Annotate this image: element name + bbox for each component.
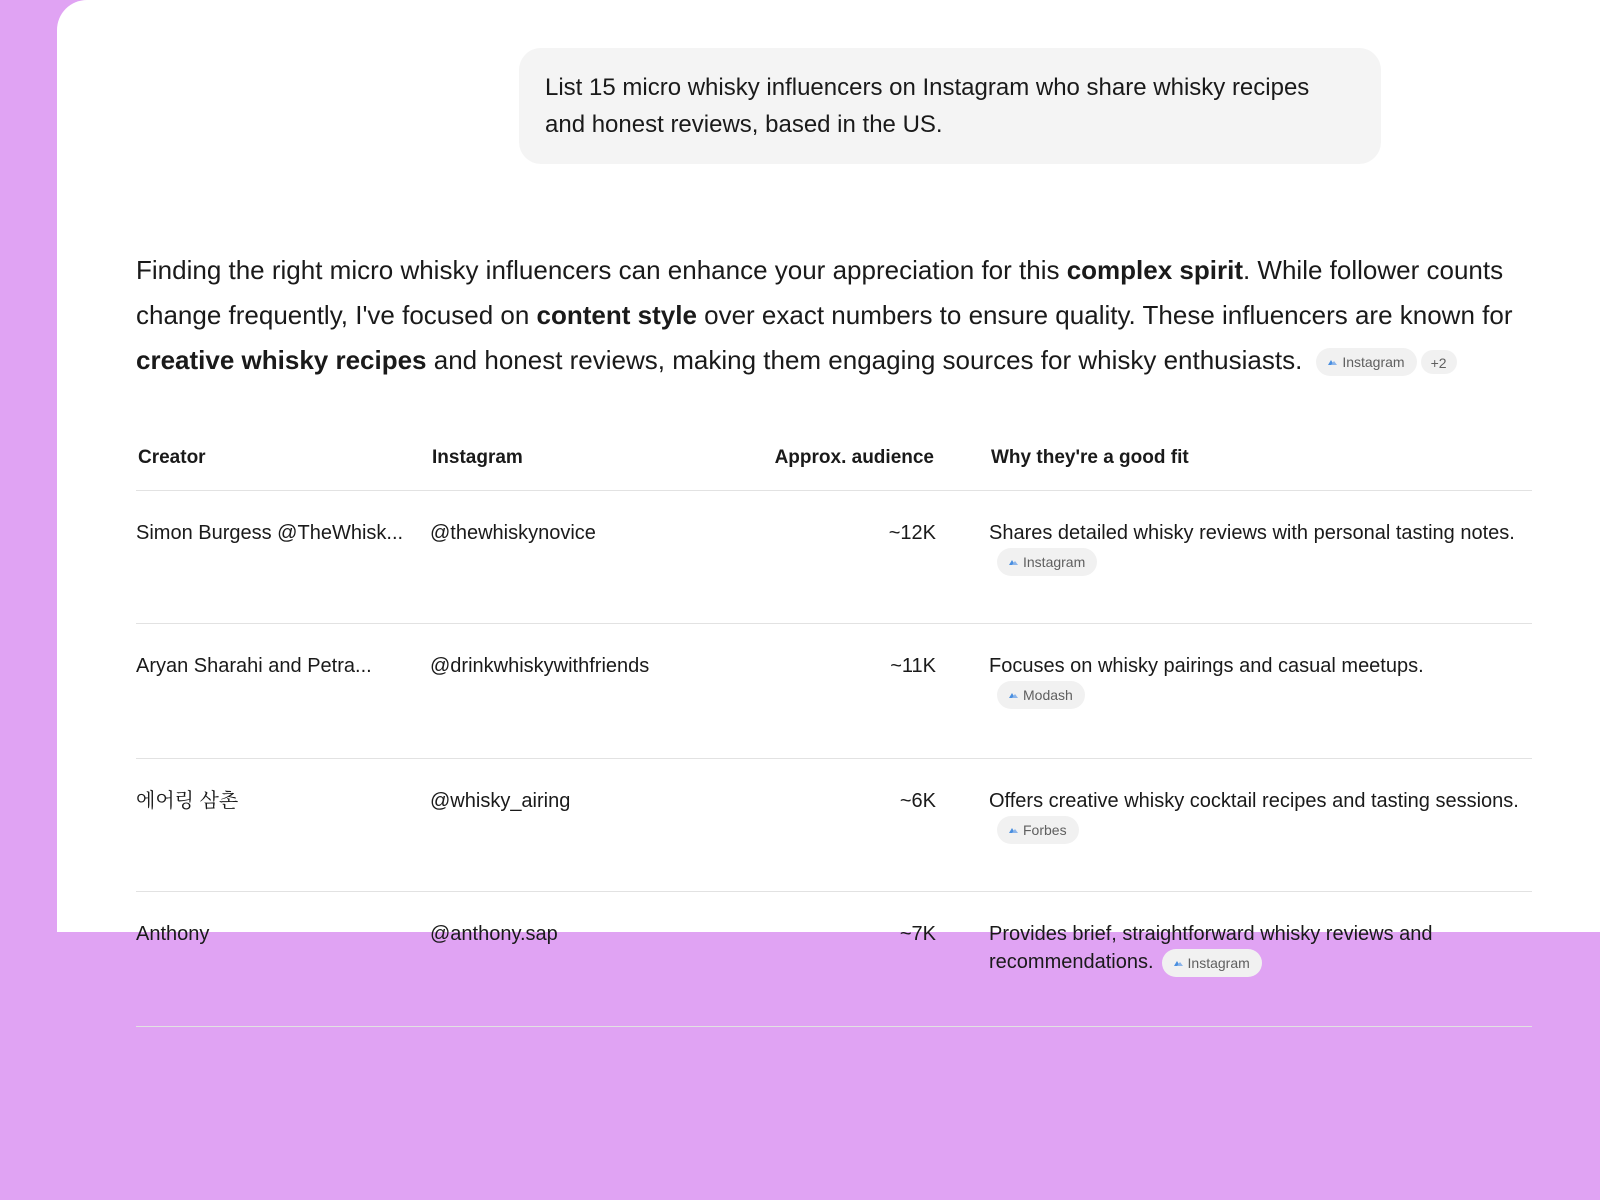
source-chip-label: Forbes bbox=[1023, 821, 1067, 838]
answer-bold-2: content style bbox=[536, 300, 697, 330]
source-chip[interactable] bbox=[1316, 348, 1416, 376]
cell-instagram: @whisky_airing bbox=[430, 759, 732, 892]
cell-fit bbox=[936, 624, 1532, 759]
source-logo-icon bbox=[1328, 359, 1336, 365]
chat-panel bbox=[57, 0, 1600, 973]
cell-audience: ~6K bbox=[732, 759, 936, 892]
cell-fit bbox=[936, 892, 1532, 1027]
source-chip[interactable] bbox=[1162, 949, 1262, 977]
cell-instagram: @thewhiskynovice bbox=[430, 491, 732, 624]
fit-text: Focuses on whisky pairings and casual meetups. bbox=[989, 655, 1424, 677]
source-chip-label: Instagram bbox=[1023, 553, 1086, 570]
cell-creator bbox=[136, 624, 430, 759]
table-row bbox=[136, 624, 1532, 759]
answer-bold-1: complex spirit bbox=[1066, 255, 1243, 285]
source-chip-label: Instagram bbox=[1187, 954, 1250, 971]
answer-text-3: over exact numbers to ensure quality. These influencers are known for bbox=[696, 300, 1513, 330]
influencer-table bbox=[136, 434, 1532, 1027]
creator-name: Simon Burgess @TheWhisk... bbox=[136, 522, 404, 544]
fit-text: Provides brief, straightforward whisky reviews and recommendations. bbox=[989, 923, 1433, 973]
fit-text: Shares detailed whisky reviews with personal tasting notes. bbox=[989, 522, 1515, 544]
source-chip[interactable] bbox=[997, 816, 1079, 844]
table-header-row bbox=[136, 434, 1532, 491]
cell-fit bbox=[936, 491, 1532, 624]
answer-text-4: and honest reviews, making them engaging sources for whisky enthusiasts. bbox=[426, 345, 1303, 375]
source-logo-icon bbox=[1009, 692, 1017, 698]
header-instagram: Instagram bbox=[430, 434, 732, 491]
source-chip-label: Modash bbox=[1023, 686, 1073, 703]
header-fit: Why they're a good fit bbox=[936, 434, 1532, 491]
creator-name: 에어링 삼촌 bbox=[136, 790, 239, 812]
cell-creator bbox=[136, 892, 430, 1027]
user-message-bubble bbox=[519, 48, 1381, 164]
cell-instagram: @anthony.sap bbox=[430, 892, 732, 1027]
answer-bold-3: creative whisky recipes bbox=[136, 345, 427, 375]
user-message-text: List 15 micro whisky influencers on Instagram who share whisky recipes and honest reviews, based in the US. bbox=[545, 74, 1310, 138]
table-row bbox=[136, 491, 1532, 624]
more-sources-chip[interactable]: +2 bbox=[1421, 350, 1457, 374]
answer-text-1: Finding the right micro whisky influencers can enhance your appreciation for this bbox=[136, 255, 1067, 285]
source-chip-label: Instagram bbox=[1342, 354, 1405, 371]
creator-name: Aryan Sharahi and Petra... bbox=[136, 655, 372, 677]
cell-creator bbox=[136, 759, 430, 892]
fit-text: Offers creative whisky cocktail recipes and tasting sessions. bbox=[989, 790, 1519, 812]
source-logo-icon bbox=[1009, 827, 1017, 833]
cell-audience: ~12K bbox=[732, 491, 936, 624]
cell-audience: ~11K bbox=[732, 624, 936, 759]
table-row bbox=[136, 892, 1532, 1027]
table-row bbox=[136, 759, 1532, 892]
source-chip[interactable] bbox=[997, 681, 1085, 709]
assistant-answer bbox=[136, 248, 1556, 383]
creator-name: Anthony bbox=[136, 923, 210, 945]
header-audience: Approx. audience bbox=[732, 434, 936, 491]
cell-audience: ~7K bbox=[732, 892, 936, 1027]
cell-fit bbox=[936, 759, 1532, 892]
cell-instagram: @drinkwhiskywithfriends bbox=[430, 624, 732, 759]
header-creator: Creator bbox=[136, 434, 430, 491]
source-chip[interactable] bbox=[997, 548, 1097, 576]
source-logo-icon bbox=[1009, 559, 1017, 565]
cell-creator bbox=[136, 491, 430, 624]
answer-text-2: . While follower counts change frequently, I've focused on bbox=[136, 255, 1504, 330]
source-logo-icon bbox=[1174, 960, 1182, 966]
